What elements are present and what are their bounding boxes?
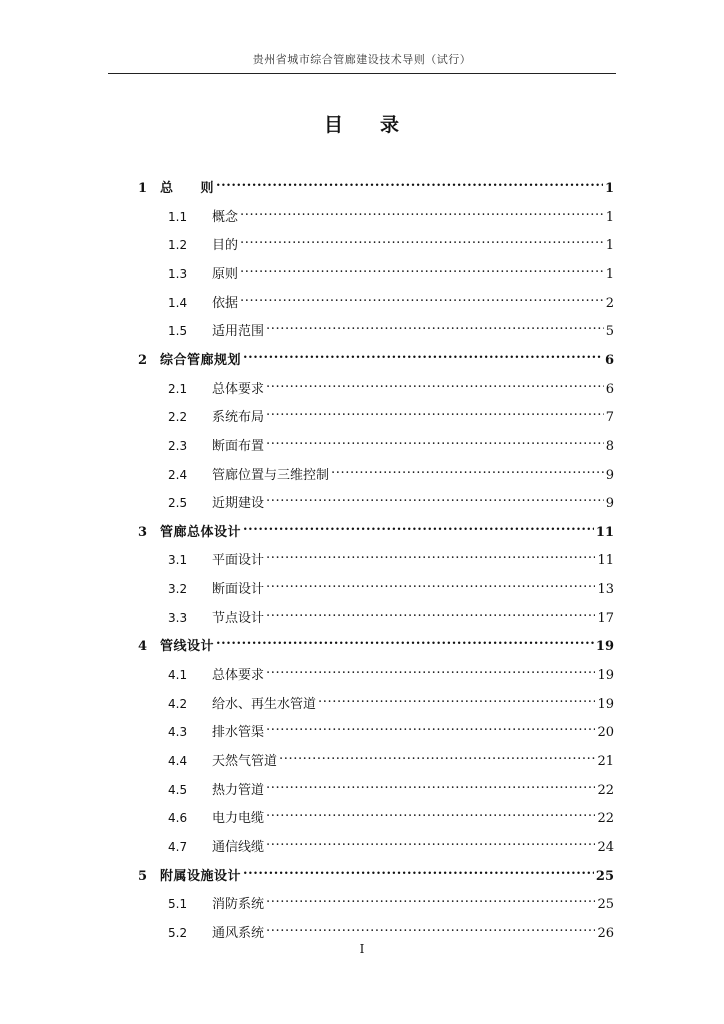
toc-entry-title: 给水、再生水管道 <box>212 697 317 712</box>
toc-entry-title: 管廊总体设计 <box>160 525 242 540</box>
toc-entry-number: 1.2 <box>168 238 188 252</box>
toc-section-entry[interactable] <box>168 403 614 425</box>
toc-dot-leader <box>266 604 595 622</box>
toc-section-entry[interactable] <box>168 375 614 397</box>
toc-entry-title: 近期建设 <box>212 496 265 511</box>
toc-entry-page: 9 <box>605 468 614 483</box>
toc-entry-title: 原则 <box>212 267 239 282</box>
toc-entry-number: 1 <box>138 181 148 196</box>
toc-dot-leader <box>243 862 594 880</box>
toc-entry-page: 20 <box>597 725 614 740</box>
toc-entry-number: 4.1 <box>168 668 188 682</box>
toc-dot-leader <box>266 890 595 908</box>
toc-entry-title: 总体要求 <box>212 382 265 397</box>
toc-entry-number: 1.4 <box>168 296 188 310</box>
toc-entry-title: 节点设计 <box>212 611 265 626</box>
toc-entry-page: 8 <box>605 439 614 454</box>
toc-entry-number: 4 <box>138 639 148 654</box>
toc-entry-number: 5.1 <box>168 897 188 911</box>
toc-dot-leader <box>266 489 604 507</box>
toc-entry-number: 1.1 <box>168 210 188 224</box>
toc-section-entry[interactable] <box>168 690 614 712</box>
toc-section-entry[interactable] <box>168 604 614 626</box>
toc-entry-number: 3 <box>138 525 148 540</box>
toc-entry-title: 断面布置 <box>212 439 265 454</box>
toc-dot-leader <box>266 317 604 335</box>
toc-entry-number: 3.1 <box>168 553 188 567</box>
toc-entry-page: 1 <box>605 238 614 253</box>
toc-dot-leader <box>279 747 595 765</box>
toc-entry-page: 1 <box>605 267 614 282</box>
toc-entry-page: 26 <box>597 926 614 941</box>
toc-entry-title: 电力电缆 <box>212 811 265 826</box>
toc-entry-title: 管线设计 <box>160 639 215 654</box>
toc-dot-leader <box>266 375 604 393</box>
toc-section-entry[interactable] <box>168 919 614 941</box>
toc-entry-title: 热力管道 <box>212 783 265 798</box>
toc-entry-number: 2.2 <box>168 410 188 424</box>
toc-entry-number: 5 <box>138 869 148 884</box>
toc-entry-number: 1.3 <box>168 267 188 281</box>
toc-dot-leader <box>266 718 595 736</box>
toc-section-entry[interactable] <box>168 289 614 311</box>
toc-entry-page: 24 <box>597 840 614 855</box>
toc-entry-title: 附属设施设计 <box>160 869 242 884</box>
toc-chapter-entry[interactable] <box>138 632 614 654</box>
toc-entry-title: 平面设计 <box>212 553 265 568</box>
toc-entry-number: 4.7 <box>168 840 188 854</box>
toc-entry-number: 2.4 <box>168 468 188 482</box>
toc-section-entry[interactable] <box>168 260 614 282</box>
toc-dot-leader <box>240 203 604 221</box>
toc-entry-title: 通信线缆 <box>212 840 265 855</box>
toc-section-entry[interactable] <box>168 747 614 769</box>
toc-dot-leader <box>216 632 594 650</box>
toc-entry-page: 6 <box>604 353 614 368</box>
toc-dot-leader <box>266 776 595 794</box>
toc-entry-number: 2.3 <box>168 439 188 453</box>
toc-entry-number: 4.3 <box>168 725 188 739</box>
toc-dot-leader <box>240 231 604 249</box>
toc-entry-title: 概念 <box>212 210 239 225</box>
toc-entry-title: 消防系统 <box>212 897 265 912</box>
toc-title <box>0 110 724 137</box>
toc-entry-title: 通风系统 <box>212 926 265 941</box>
toc-dot-leader <box>266 546 595 564</box>
toc-entry-page: 19 <box>595 639 614 654</box>
toc-entry-page: 25 <box>597 897 614 912</box>
toc-entry-page: 11 <box>597 553 614 568</box>
toc-section-entry[interactable] <box>168 718 614 740</box>
toc-entry-page: 5 <box>605 324 614 339</box>
toc-section-entry[interactable] <box>168 461 614 483</box>
toc-dot-leader <box>266 575 595 593</box>
toc-dot-leader <box>266 804 595 822</box>
toc-entry-page: 22 <box>597 811 614 826</box>
toc-section-entry[interactable] <box>168 661 614 683</box>
toc-entry-number: 2 <box>138 353 148 368</box>
toc-section-entry[interactable] <box>168 804 614 826</box>
toc-section-entry[interactable] <box>168 317 614 339</box>
toc-entry-number: 2.1 <box>168 382 188 396</box>
toc-entry-page: 21 <box>597 754 614 769</box>
toc-entry-title: 综合管廊规划 <box>160 353 242 368</box>
toc-entry-page: 1 <box>605 210 614 225</box>
toc-entry-number: 5.2 <box>168 926 188 940</box>
toc-entry-page: 22 <box>597 783 614 798</box>
toc-entry-page: 25 <box>595 869 614 884</box>
toc-section-entry[interactable] <box>168 203 614 225</box>
toc-dot-leader <box>240 260 604 278</box>
page-number-footer: I <box>359 942 365 956</box>
toc-section-entry[interactable] <box>168 575 614 597</box>
toc-chapter-entry[interactable] <box>138 862 614 884</box>
running-header: 贵州省城市综合管廊建设技术导则（试行） <box>252 53 472 66</box>
toc-section-entry[interactable] <box>168 546 614 568</box>
header-rule <box>108 73 616 74</box>
toc-section-entry[interactable] <box>168 432 614 454</box>
toc-section-entry[interactable] <box>168 890 614 912</box>
toc-entry-title: 排水管渠 <box>212 725 265 740</box>
toc-entry-title: 目的 <box>212 238 239 253</box>
toc-entry-page: 19 <box>597 668 614 683</box>
toc-section-entry[interactable] <box>168 231 614 253</box>
toc-entry-number: 4.2 <box>168 697 188 711</box>
toc-entry-page: 19 <box>597 697 614 712</box>
toc-entry-page: 7 <box>605 410 614 425</box>
toc-dot-leader <box>266 833 595 851</box>
toc-entry-number: 4.6 <box>168 811 188 825</box>
toc-dot-leader <box>331 461 604 479</box>
toc-chapter-entry[interactable] <box>138 174 614 196</box>
toc-title-right: 录 <box>380 114 401 136</box>
toc-entry-number: 4.4 <box>168 754 188 768</box>
toc-section-entry[interactable] <box>168 833 614 855</box>
toc-dot-leader <box>240 289 604 307</box>
toc-entry-page: 11 <box>595 525 614 540</box>
toc-chapter-entry[interactable] <box>138 518 614 540</box>
toc-entry-number: 1.5 <box>168 324 188 338</box>
toc-dot-leader <box>216 174 603 192</box>
toc-entry-page: 13 <box>597 582 614 597</box>
toc-entry-number: 3.2 <box>168 582 188 596</box>
toc-entry-page: 17 <box>597 611 614 626</box>
toc-entry-number: 4.5 <box>168 783 188 797</box>
toc-entry-title: 适用范围 <box>212 324 265 339</box>
toc-dot-leader <box>243 518 594 536</box>
toc-entry-page: 9 <box>605 496 614 511</box>
toc-entry-page: 6 <box>605 382 614 397</box>
toc-chapter-entry[interactable] <box>138 346 614 368</box>
toc-entry-title: 总 则 <box>160 181 215 196</box>
toc-entry-title: 依据 <box>212 296 239 311</box>
toc-dot-leader <box>266 432 604 450</box>
toc-entry-number: 3.3 <box>168 611 188 625</box>
toc-entry-number: 2.5 <box>168 496 188 510</box>
toc-entry-title: 断面设计 <box>212 582 265 597</box>
toc-dot-leader <box>266 403 604 421</box>
toc-dot-leader <box>266 661 595 679</box>
toc-section-entry[interactable] <box>168 489 614 511</box>
toc-entry-page: 1 <box>604 181 614 196</box>
toc-dot-leader <box>318 690 595 708</box>
toc-entry-title: 天然气管道 <box>212 754 278 769</box>
toc-entry-page: 2 <box>605 296 614 311</box>
toc-dot-leader <box>266 919 595 937</box>
toc-section-entry[interactable] <box>168 776 614 798</box>
toc-entry-title: 系统布局 <box>212 410 265 425</box>
toc-entry-title: 管廊位置与三维控制 <box>212 468 330 483</box>
toc-dot-leader <box>243 346 603 364</box>
toc-entry-title: 总体要求 <box>212 668 265 683</box>
toc-title-left: 目 <box>323 114 344 136</box>
